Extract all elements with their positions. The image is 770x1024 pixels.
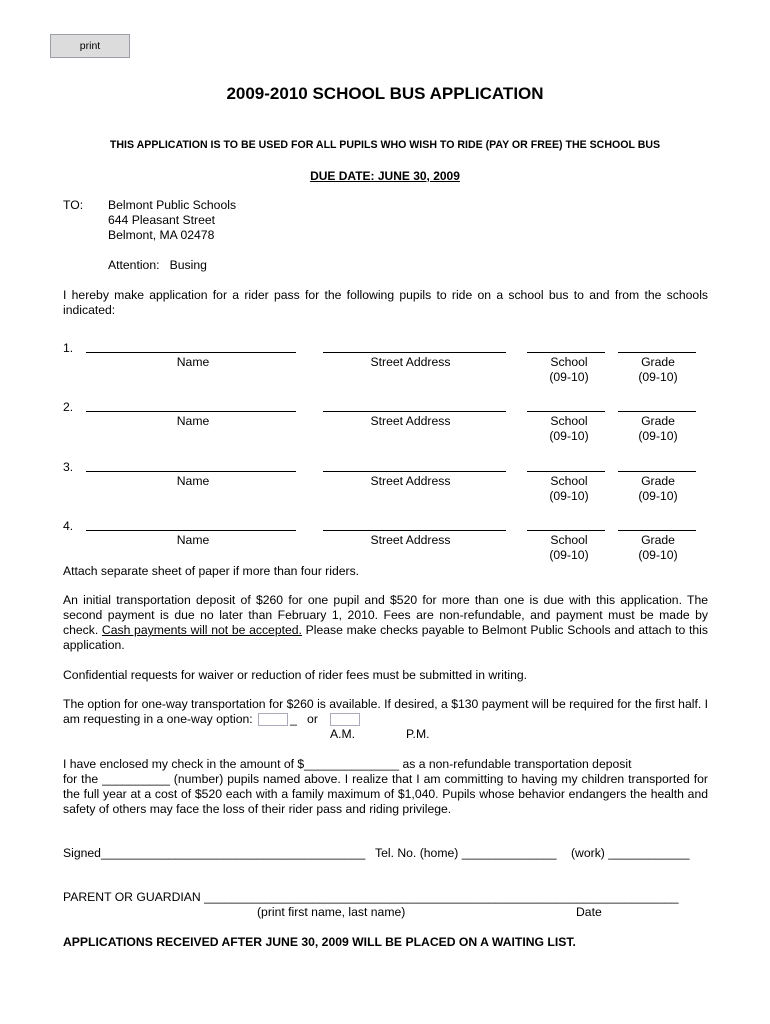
street-label: Street Address [370, 355, 451, 369]
name-label: Name [176, 414, 210, 428]
waiting-list-note: APPLICATIONS RECEIVED AFTER JUNE 30, 2009 WILL BE PLACED ON A WAITING LIST. [63, 935, 576, 949]
signed-field[interactable]: Signed_______________________________________ [63, 846, 366, 860]
print-button[interactable]: print [50, 34, 130, 58]
grade-label [618, 533, 698, 563]
rider-number: 1. [63, 341, 74, 355]
grade-label-sub: (09-10) [638, 370, 678, 384]
school-label-sub: (09-10) [549, 429, 589, 443]
name-line[interactable] [86, 530, 296, 531]
deposit-text-b: Please make checks payable to Belmont Public Schools and attach to this application. [63, 623, 708, 652]
address-line-3: Belmont, MA 02478 [108, 228, 215, 242]
grade-label-sub: (09-10) [638, 429, 678, 443]
address-line-1: Belmont Public Schools [108, 198, 237, 212]
grade-label-sub: (09-10) [638, 548, 678, 562]
rider-number: 3. [63, 460, 74, 474]
school-line[interactable] [527, 352, 605, 353]
grade-label-top: Grade [641, 414, 675, 428]
street-label: Street Address [370, 474, 451, 488]
name-line[interactable] [86, 471, 296, 472]
grade-line[interactable] [618, 411, 696, 412]
rider-number: 2. [63, 400, 74, 414]
grade-line[interactable] [618, 352, 696, 353]
or-text: or [307, 712, 318, 726]
page-title: 2009-2010 SCHOOL BUS APPLICATION [226, 84, 544, 103]
print-name-label: (print first name, last name) [257, 905, 406, 919]
school-line[interactable] [527, 530, 605, 531]
street-line[interactable] [323, 530, 506, 531]
grade-line[interactable] [618, 530, 696, 531]
address-line-2: 644 Pleasant Street [108, 213, 216, 227]
intro-paragraph: I hereby make application for a rider pass for the following pupils to ride on a school bus to and from the schools indicated: [63, 288, 708, 317]
street-label: Street Address [370, 533, 451, 547]
school-label-top: School [550, 414, 588, 428]
school-label [527, 533, 611, 563]
school-label [527, 474, 611, 504]
deposit-paragraph [63, 593, 708, 653]
school-line[interactable] [527, 411, 605, 412]
grade-label-top: Grade [641, 474, 675, 488]
oneway-paragraph: The option for one-way transportation for $260 is available. If desired, a $130 payment will be required for the first half. I am requesting in a one-way option: _ or [63, 697, 708, 726]
attention: Attention: Busing [108, 258, 207, 272]
name-line[interactable] [86, 352, 296, 353]
enclosed-paragraph [63, 757, 708, 817]
am-label: A.M. [330, 727, 356, 741]
pm-checkbox[interactable] [330, 713, 360, 726]
rider-number: 4. [63, 519, 74, 533]
tel-home-field[interactable]: Tel. No. (home) ______________ [375, 846, 557, 860]
oneway-text: The option for one-way transportation for $260 is available. If desired, a $130 payment will be required for the first half. I am requesting in a one-way option: [63, 697, 708, 726]
enclosed-rest: for the __________ (number) pupils named above. I realize that I am committing to having my children transported for the full year at a cost of $520 each with a family maximum of $1,040. Pupils whose behavior endangers the health and safety of others may face the loss of their rider pass and riding privilege. [63, 772, 708, 816]
school-label-sub: (09-10) [549, 489, 589, 503]
street-line[interactable] [323, 352, 506, 353]
grade-label-top: Grade [641, 355, 675, 369]
due-date: DUE DATE: JUNE 30, 2009 [310, 169, 460, 183]
tel-work-field[interactable]: (work) ____________ [571, 846, 690, 860]
name-label: Name [176, 474, 210, 488]
school-line[interactable] [527, 471, 605, 472]
attach-note: Attach separate sheet of paper if more than four riders. [63, 564, 360, 578]
grade-label [618, 355, 698, 385]
date-label: Date [576, 905, 602, 919]
school-label-top: School [550, 474, 588, 488]
deposit-text-a: An initial transportation deposit of $260 for one pupil and $520 for more than one is due with this application. The second payment is due no later than February 1, 2010. Fees are non-refundable, and payment must be made by check. [63, 593, 708, 637]
confidential-paragraph: Confidential requests for waiver or reduction of rider fees must be submitted in writing. [63, 668, 528, 682]
grade-label-top: Grade [641, 533, 675, 547]
grade-line[interactable] [618, 471, 696, 472]
parent-guardian-field[interactable]: PARENT OR GUARDIAN ______________________________________________________________________ [63, 890, 679, 904]
grade-label [618, 474, 698, 504]
name-line[interactable] [86, 411, 296, 412]
school-label-sub: (09-10) [549, 370, 589, 384]
am-checkbox[interactable] [258, 713, 288, 726]
enclosed-line-1: I have enclosed my check in the amount of $______________ as a non-refundable transportation deposit [63, 757, 632, 771]
name-label: Name [176, 355, 210, 369]
grade-label [618, 414, 698, 444]
address-block [108, 198, 236, 243]
street-line[interactable] [323, 471, 506, 472]
to-label: TO: [63, 198, 84, 212]
school-label-top: School [550, 355, 588, 369]
street-label: Street Address [370, 414, 451, 428]
school-label [527, 414, 611, 444]
cash-note: Cash payments will not be accepted. [101, 623, 302, 637]
pm-label: P.M. [406, 727, 430, 741]
school-label-sub: (09-10) [549, 548, 589, 562]
school-label [527, 355, 611, 385]
street-line[interactable] [323, 411, 506, 412]
subtitle: THIS APPLICATION IS TO BE USED FOR ALL PUPILS WHO WISH TO RIDE (PAY OR FREE) THE SCHOOL BUS [109, 139, 661, 151]
name-label: Name [176, 533, 210, 547]
school-label-top: School [550, 533, 588, 547]
grade-label-sub: (09-10) [638, 489, 678, 503]
